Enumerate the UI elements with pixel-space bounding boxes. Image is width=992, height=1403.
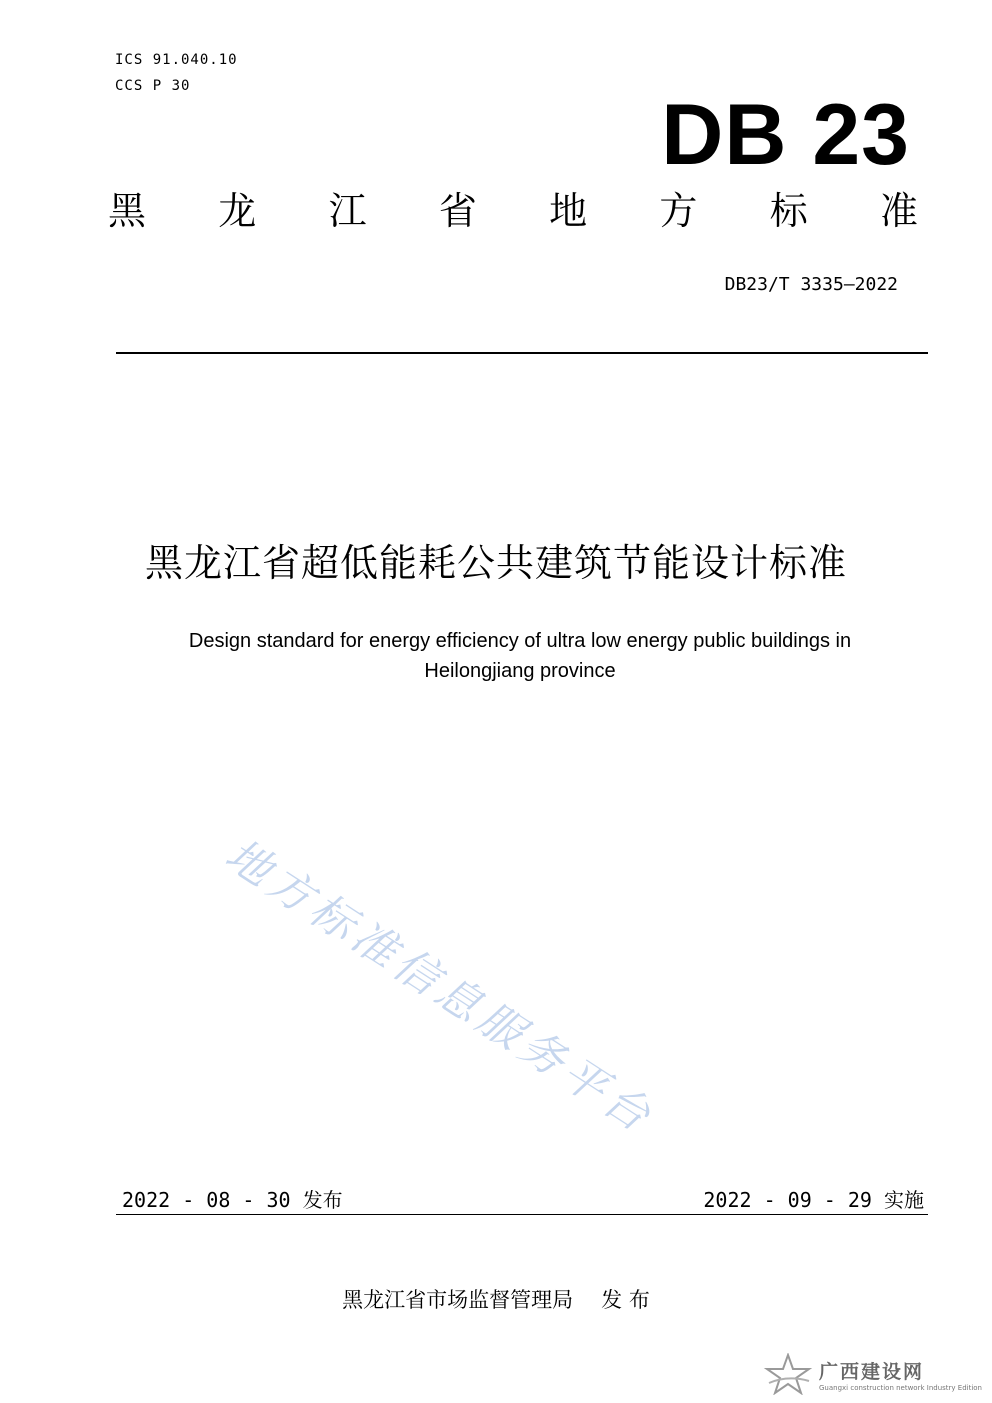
standard-type-char: 黑 [108, 189, 147, 233]
ics-code: ICS 91.040.10 [115, 52, 238, 68]
standard-type [108, 189, 918, 233]
corner-logo [763, 1353, 982, 1395]
standard-type-char: 龙 [218, 189, 257, 233]
standard-type-char: 准 [879, 189, 918, 233]
bottom-rule [116, 1214, 928, 1215]
title-chinese: 黑龙江省超低能耗公共建筑节能设计标准 [144, 541, 847, 585]
ccs-code: CCS P 30 [115, 78, 191, 94]
standard-type-char: 标 [769, 189, 808, 233]
standard-number: DB23/T 3335—2022 [724, 274, 898, 295]
issuer-name: 黑龙江省市场监督管理局 [342, 1288, 574, 1312]
publish-date: 2022 - 08 - 30 发布 [122, 1188, 343, 1212]
db-logo: DB 23 [661, 87, 910, 183]
effective-date: 2022 - 09 - 29 实施 [703, 1188, 924, 1212]
standard-type-char: 省 [438, 189, 477, 233]
corner-logo-cn: 广西建设网 [819, 1360, 925, 1383]
title-english: Design standard for energy efficiency of ultra low energy public buildings in Heilongjiang province [188, 630, 852, 682]
corner-logo-en: Guangxi construction network Industry Edition [819, 1383, 982, 1392]
standard-type-char: 方 [659, 189, 698, 233]
standard-type-char: 地 [549, 189, 588, 233]
star-logo-icon [763, 1353, 813, 1395]
issuer [0, 1284, 992, 1314]
corner-logo-text [819, 1357, 982, 1392]
watermark: 地方标准信息服务平台 [216, 829, 664, 1145]
standard-type-char: 江 [328, 189, 367, 233]
top-rule [116, 352, 928, 354]
issuer-action: 发 布 [601, 1288, 650, 1312]
